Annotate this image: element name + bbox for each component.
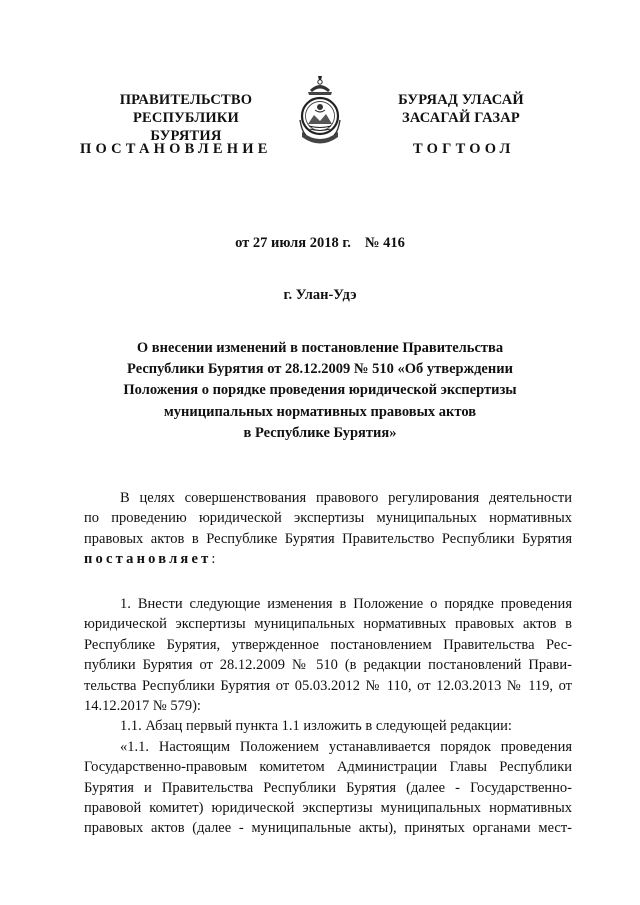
text-line: по проведению юридической экспертизы муниципальных нормативных <box>84 510 572 527</box>
decree-city: г. Улан-Удэ <box>283 287 357 303</box>
doc-type-bua: ТОГТООЛ <box>413 141 515 157</box>
title-line: Республики Бурятия от 28.12.2009 № 510 «Об утверждении <box>127 361 513 378</box>
decree-title <box>90 338 550 444</box>
title-line: Положения о порядке проведения юридической экспертизы <box>123 382 517 399</box>
text-line: Республике Бурятия, утвержденное постановлением Правительства Рес- <box>84 636 572 653</box>
text-line: 1. Внести следующие изменения в Положение о порядке проведения <box>120 596 572 612</box>
issuer-bua-line2: ЗАСАГАЙ ГАЗАР <box>402 110 520 126</box>
preamble-paragraph <box>84 488 572 570</box>
text-line: В целях совершенствования правового регулирования деятельности <box>120 490 572 506</box>
coat-of-arms-icon <box>298 74 342 148</box>
doc-type-ru: ПОСТАНОВЛЕНИЕ <box>80 141 272 157</box>
body-paragraphs <box>84 594 572 839</box>
title-line: муниципальных нормативных правовых актов <box>163 403 477 420</box>
title-line: в Республике Бурятия» <box>243 424 397 441</box>
text-line: 1.1. Абзац первый пункта 1.1 изложить в следующей редакции: <box>120 718 512 735</box>
text-line: публики Бурятия от 28.12.2009 № 510 (в редакции постановлений Прави- <box>84 657 572 674</box>
text-line: 14.12.2017 № 579): <box>84 697 201 714</box>
decree-resolution-line <box>84 549 572 569</box>
decree-number: № 416 <box>364 235 405 251</box>
issuer-ru-line2: РЕСПУБЛИКИ БУРЯТИЯ <box>132 110 240 144</box>
date-number-line <box>0 235 640 252</box>
text-line: Бурятия и Правительства Республики Бурятия (далее - Государственно- <box>84 779 572 796</box>
text-line: правовой комитет) юридической экспертизы муниципальных нормативных <box>84 799 572 816</box>
text-line: правовых актов в Республике Бурятия Правительство Республики Бурятия <box>84 530 572 547</box>
text-line: правовых актов (далее - муниципальные акты), принятых органами мест- <box>84 820 572 837</box>
issuer-bua <box>376 91 546 127</box>
issuer-bua-line1: БУРЯАД УЛАСАЙ <box>398 92 524 108</box>
text-line: тельства Республики Бурятия от 05.03.2012 № 110, от 12.03.2013 № 119, от <box>84 677 572 694</box>
title-line: О внесении изменений в постановление Правительства <box>136 340 504 356</box>
text-line: юридической экспертизы муниципальных нормативных правовых актов в <box>84 616 572 633</box>
text-line: Государственно-правовым комитетом Администрации Главы Республики <box>84 759 572 776</box>
decree-date: от 27 июля 2018 г. <box>235 235 351 251</box>
decree-word: постановляет <box>84 551 212 568</box>
decree-word-suffix: : <box>211 551 216 568</box>
issuer-ru <box>96 91 276 145</box>
text-line: «1.1. Настоящим Положением устанавливается порядок проведения <box>120 738 572 755</box>
issuer-ru-line1: ПРАВИТЕЛЬСТВО <box>119 92 253 108</box>
